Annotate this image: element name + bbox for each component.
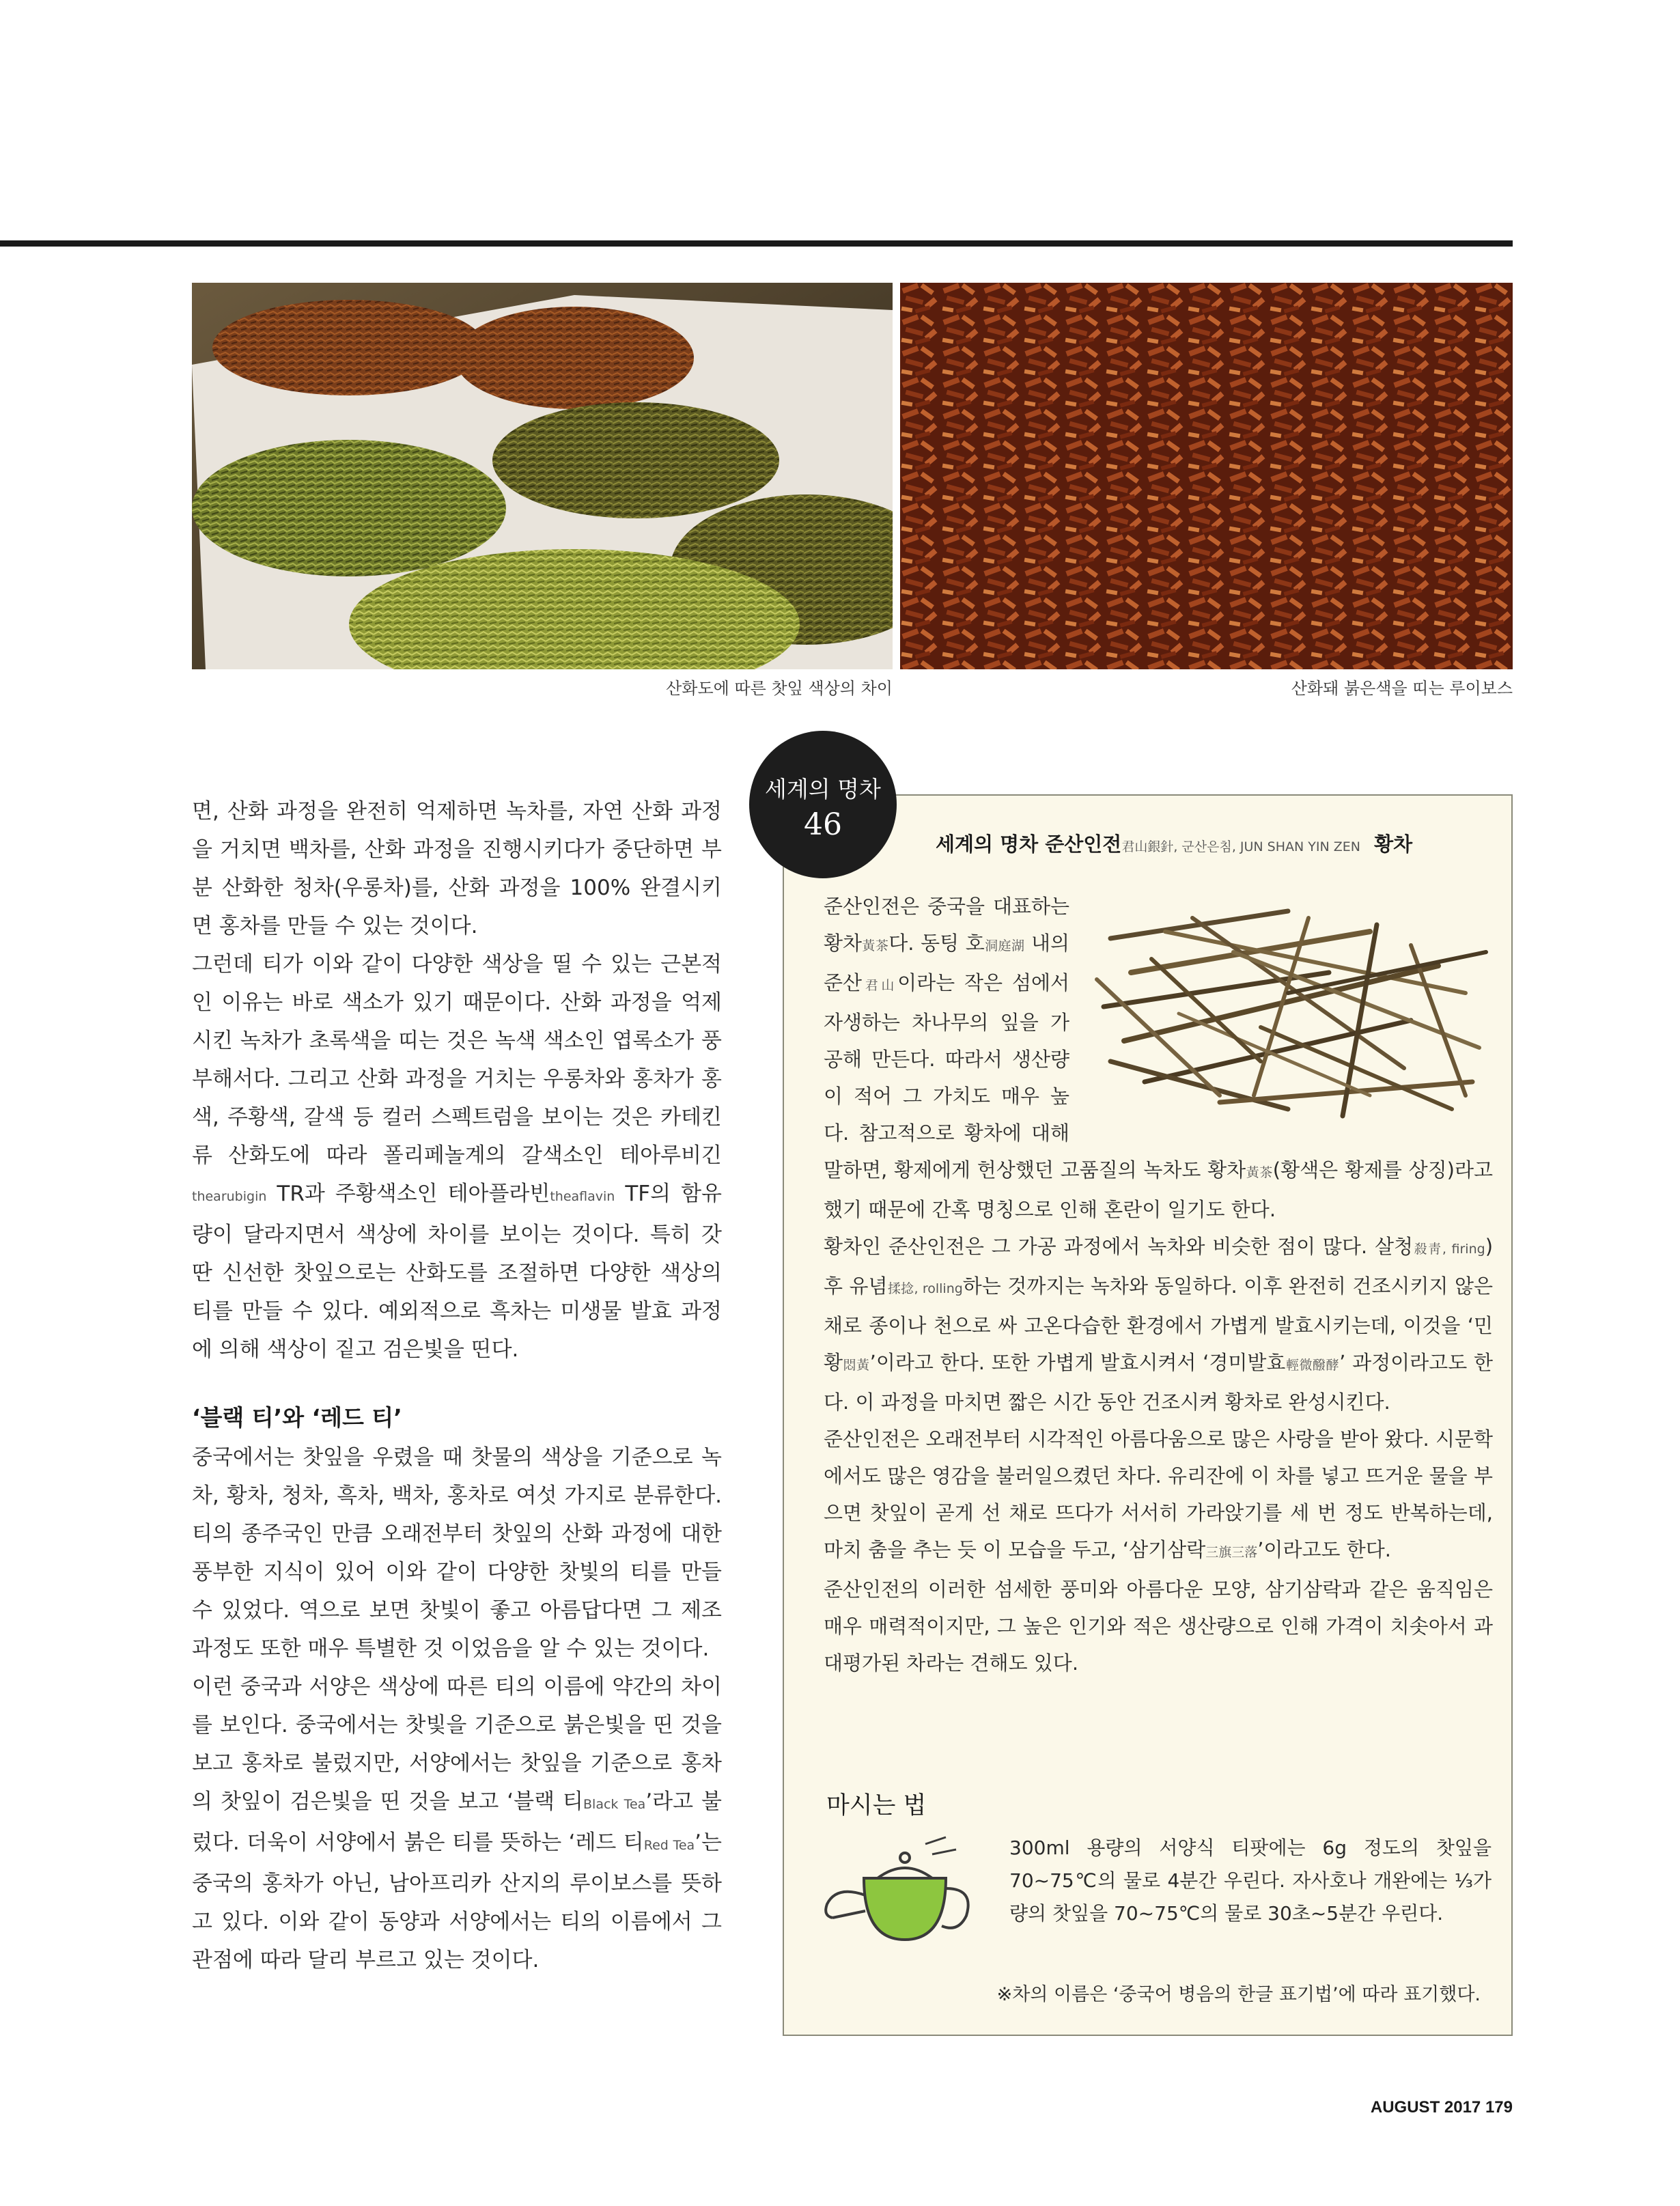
- sidebar-body: [824, 888, 1493, 1681]
- article-paragraph-2: 그런데 티가 이와 같이 다양한 색상을 띨 수 있는 근본적인 이유는 바로 색소가 있기 때문이다. 산화 과정을 억제시킨 녹차가 초록색을 띠는 것은 녹색 색소인 엽록소가 풍부해서다. 그리고 산화 과정을 거치는 우롱차와 홍차가 홍색, 주황색, 갈색 등 컬러 스펙트럼을 보이는 것은 카테킨류 산화도에 따라 폴리페놀계의 갈색소인 테아루비긴thearubigin TR과 주황색소인 테아플라빈theaflavin TF의 함유량이 달라지면서 색상에 차이를 보이는 것이다. 특히 갓 딴 신선한 찻잎으로는 산화도를 조절하면 다양한 색상의 티를 만들 수 있다. 예외적으로 흑차는 미생물 발효 과정에 의해 색상이 짙고 검은빛을 띤다.: [192, 952, 722, 1362]
- tea-oxidation-photo: [192, 283, 893, 669]
- left-photo-caption: 산화도에 따른 찻잎 색상의 차이: [666, 679, 893, 698]
- sidebar-paragraph-4: 준산인전의 이러한 섬세한 풍미와 아름다운 모양, 삼기삼락과 같은 움직임은 매우 매력적이지만, 그 높은 인기와 적은 생산량으로 인해 가격이 치솟아서 과대평가된 차라는 견해도 있다.: [824, 1578, 1493, 1675]
- sidebar-title: 세계의 명차 준산인전君山銀針, 군산은침, JUN SHAN YIN ZEN 황차: [936, 833, 1413, 856]
- howto-text: 300ml 용량의 서양식 티팟에는 6g 정도의 찻잎을 70~75℃의 물로 4분간 우린다. 자사호나 개완에는 ⅓가량의 찻잎을 70~75℃의 물로 30초~5분간 우린다.: [1009, 1837, 1492, 1925]
- article-paragraph-3: 중국에서는 찻잎을 우렸을 때 찻물의 색상을 기준으로 녹차, 황차, 청차, 흑차, 백차, 홍차로 여섯 가지로 분류한다. 티의 종주국인 만큼 오래전부터 찻잎의 산화 과정에 대한 풍부한 지식이 있어 이와 같이 다양한 찻빛의 티를 만들 수 있었다. 역으로 보면 찻빛이 좋고 아름답다면 그 제조 과정도 또한 매우 특별한 것 이었음을 알 수 있는 것이다.: [192, 1445, 722, 1661]
- howto-title: 마시는 법: [826, 1792, 927, 1819]
- junshan-yinzhen-photo: [1083, 891, 1493, 1134]
- badge-series-number: 46: [804, 807, 842, 842]
- sidebar-paragraph-2: 황차인 준산인전은 그 가공 과정에서 녹차와 비슷한 점이 많다. 살청殺靑, firing) 후 유념揉捻, rolling하는 것까지는 녹차와 동일하다. 이후 완전히 건조시키지 않은 채로 종이나 천으로 싸 고온다습한 환경에서 가볍게 발효시키는데, 이것을 ‘민황悶黃’이라고 한다. 또한 가볍게 발효시켜서 ‘경미발효輕微醱酵’ 과정이라고도 한다. 이 과정을 마치면 짧은 시간 동안 건조시켜 황차로 완성시킨다.: [824, 1235, 1494, 1414]
- article-paragraph-4: 이런 중국과 서양은 색상에 따른 티의 이름에 약간의 차이를 보인다. 중국에서는 찻빛을 기준으로 붉은빛을 띤 것을 보고 홍차로 불렀지만, 서양에서는 찻잎을 기준으로 홍차의 찻잎이 검은빛을 띤 것을 보고 ‘블랙 티Black Tea’라고 불렀다. 더욱이 서양에서 붉은 티를 뜻하는 ‘레드 티Red Tea’는 중국의 홍차가 아닌, 남아프리카 산지의 루이보스를 뜻하고 있다. 이와 같이 동양과 서양에서는 티의 이름에서 그 관점에 따라 달리 부르고 있는 것이다.: [192, 1675, 723, 1972]
- naming-note: ※차의 이름은 ‘중국어 병음의 한글 표기법’에 따라 표기했다.: [996, 1984, 1481, 2005]
- sidebar-paragraph-1: 준산인전은 중국을 대표하는 황차黃茶다. 동팅 호洞庭湖 내의 준산君山이라는 작은 섬에서 자생하는 차나무의 잎을 가공해 만든다. 따라서 생산량이 적어 그 가치도 매우 높다. 참고적으로 황차에 대해 말하면, 황제에게 헌상했던 고품질의 녹차도 황차黃茶(황색은 황제를 상징)라고 했기 때문에 간혹 명칭으로 인해 혼란이 일기도 한다.: [824, 895, 1493, 1221]
- page-folio: AUGUST 2017 179: [1370, 2098, 1513, 2117]
- article-paragraph-1: 면, 산화 과정을 완전히 억제하면 녹차를, 자연 산화 과정을 거치면 백차를, 산화 과정을 진행시키다가 중단하면 부분 산화한 청차(우롱차)를, 산화 과정을 100% 완결시키면 홍차를 만들 수 있는 것이다.: [192, 799, 722, 938]
- top-rule: [0, 240, 1513, 247]
- term-black-tea: Black Tea: [583, 1797, 646, 1812]
- term-thearubigin: thearubigin: [192, 1189, 267, 1204]
- term-red-tea: Red Tea: [643, 1838, 695, 1853]
- right-photo-caption: 산화돼 붉은색을 띠는 루이보스: [1291, 679, 1513, 698]
- article-subheading: ‘블랙 티’와 ‘레드 티’: [192, 1404, 402, 1431]
- term-theaflavin: theaflavin: [550, 1189, 615, 1204]
- rooibos-photo: [900, 283, 1513, 669]
- badge-series-label: 세계의 명차: [765, 776, 881, 802]
- article-body: [192, 792, 722, 1979]
- series-badge: [749, 731, 897, 878]
- sidebar-paragraph-3: 준산인전은 오래전부터 시각적인 아름다움으로 많은 사랑을 받아 왔다. 시문학에서도 많은 영감을 불러일으켰던 차다. 유리잔에 이 차를 넣고 뜨거운 물을 부으면 찻잎이 곧게 선 채로 뜨다가 서서히 가라앉기를 세 번 정도 반복하는데, 마치 춤을 추는 듯 이 모습을 두고, ‘삼기삼락三旗三落’이라고도 한다.: [824, 1427, 1493, 1561]
- sidebar-title-hanja: 君山銀針, 군산은침, JUN SHAN YIN ZEN: [1121, 839, 1360, 854]
- teapot-icon: [823, 1830, 980, 1953]
